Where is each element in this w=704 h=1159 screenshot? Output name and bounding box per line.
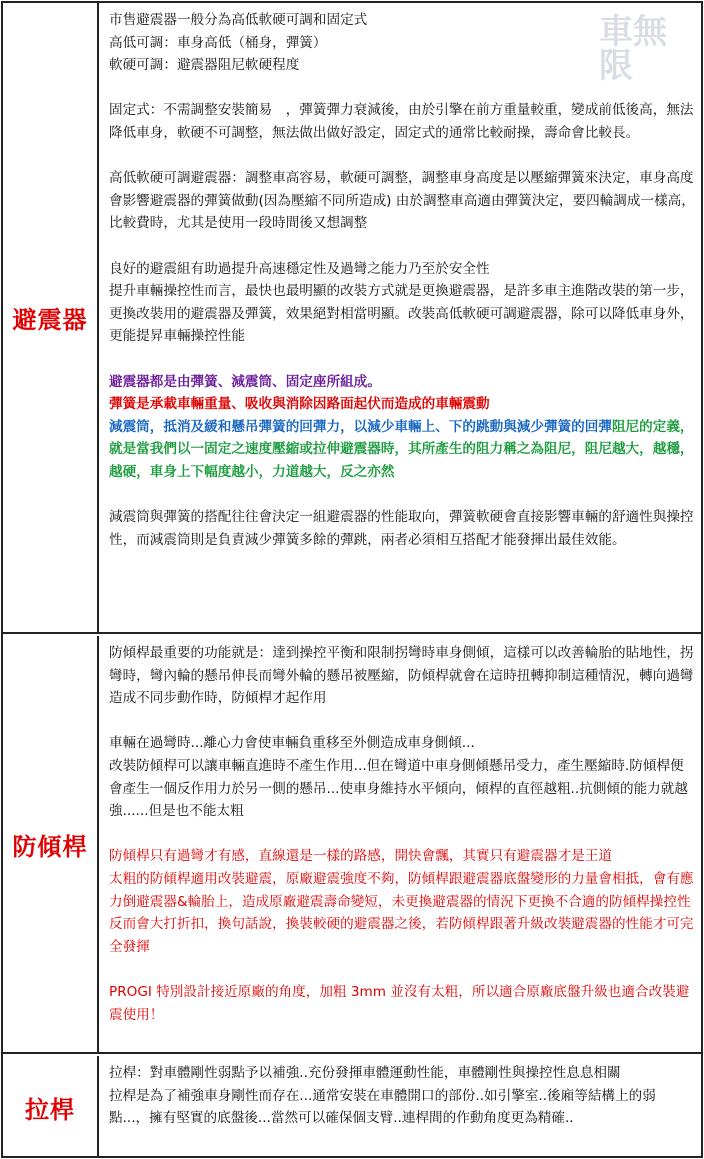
section-label: 拉桿 <box>25 1095 75 1124</box>
highlight-blue-green <box>109 416 695 484</box>
content-table <box>1 1 703 1158</box>
section-content <box>101 636 701 1052</box>
paragraph-red: PROGI 特別設計接近原廠的角度，加粗 3mm 並沒有太粗，所以適合原廠底盤升級也適合改裝避震使用！ <box>109 983 690 1023</box>
section-content <box>101 3 701 632</box>
highlight-green: 阻尼的定義，就是當我們以一固定之速度壓縮或拉伸避震器時，其所產生的阻力稱之為阻尼，阻尼越大，越穩，越硬，車身上下幅度越小，力道越大，反之亦然 <box>109 418 694 480</box>
section-label: 防傾桿 <box>12 832 88 861</box>
paragraph: 市售避震器一般分為高低軟硬可調和固定式 <box>109 12 368 28</box>
paragraph-red: 防傾桿只有過彎才有感，直線還是一樣的路感，開快會飄，其實只有避震器才是王道 <box>109 848 612 865</box>
paragraph: 改裝防傾桿可以讓車輛直進時不產生作用...但在彎道中車身側傾懸吊受力，產生壓縮時.防傾桿便會產生一個反作用力於另一側的懸吊...使車身維持水平傾向，傾桿的直徑越粗..抗側傾的能力就越強......但是也不能太粗 <box>109 757 688 820</box>
paragraph: 拉桿是為了補強車身剛性而存在...通常安裝在車體開口的部份..如引擎室..後廂等結構上的弱點...，擁有堅實的底盤後...當然可以確保個支臂..連桿間的作動角度更為精確.. <box>109 1087 656 1127</box>
paragraph-red: 太粗的防傾桿適用改裝避震，原廠避震強度不夠，防傾桿跟避震器底盤變形的力量會相抵，會有應力倒避震器&輪胎上，造成原廠避震壽命變短，未更換避震器的情況下更換不合適的防傾桿操控性反而會大打折扣，換句話說，換裝較硬的避震器之後，若防傾桿跟著升級改裝避震器的性能才可完全發揮 <box>109 870 694 955</box>
section-label: 避震器 <box>12 306 88 334</box>
section-strut-bar <box>3 1056 701 1158</box>
paragraph: 高低軟硬可調避震器：調整車高容易，軟硬可調整，調整車身高度是以壓縮彈簧來決定，車身高度會影響避震器的彈簧做動(因為壓縮不同所造成) 由於調整車高適由彈簧決定，要四輪調成一樣高，比較費時，尤其是使用一段時間後又想調整 <box>109 170 695 232</box>
paragraph: 車輛在過彎時...離心力會使車輛負重移至外側造成車身側傾... <box>109 735 475 752</box>
highlight-blue: 減震筒，抵消及緩和懸吊彈簧的回彈力，以減少車輛上、下的跳動與減少彈簧的回彈 <box>109 418 612 435</box>
highlight-red: 彈簧是承載車輛重量、吸收與消除因路面起伏而造成的車輛震動 <box>109 396 490 413</box>
paragraph: 高低可調：車身高低（桶身，彈簧） <box>109 34 327 51</box>
paragraph: 軟硬可調：避震器阻尼軟硬程度 <box>109 57 300 74</box>
paragraph: 提升車輛操控性而言，最快也最明顯的改裝方式就是更換避震器，是許多車主進階改裝的第一步，更換改裝用的避震器及彈簧，效果絕對相當明顯。改裝高低軟硬可調避震器，除可以降低車身外，更能提昇車輛操控性能 <box>109 283 694 345</box>
paragraph: 拉桿：對車體剛性弱點予以補強..充份發揮車體運動性能，車體剛性與操控性息息相關 <box>109 1065 621 1081</box>
paragraph: 固定式：不需調整安裝簡易 ，彈簧彈力衰減後，由於引擎在前方重量較重，變成前低後高，無法降低車身，軟硬不可調整，無法做出做好設定，固定式的通常比較耐操，壽命會比較長。 <box>109 102 694 141</box>
paragraph: 防傾桿最重要的功能就是：達到操控平衡和限制拐彎時車身側傾，這樣可以改善輪胎的貼地性，拐彎時，彎內輪的懸吊伸長而彎外輪的懸吊被壓縮，防傾桿就會在這時扭轉抑制這種情況，轉向過彎造成不同步動作時，防傾桿才起作用 <box>109 645 694 707</box>
section-anti-roll-bar <box>3 636 701 1054</box>
section-content <box>101 1056 701 1158</box>
section-label-cell <box>3 636 99 1052</box>
paragraph: 減震筒與彈簧的搭配往往會決定一組避震器的性能取向，彈簧軟硬會直接影響車輛的舒適性與操控性，而減震筒則是負責減少彈簧多餘的彈跳，兩者必須相互搭配才能發揮出最佳效能。 <box>109 509 694 548</box>
watermark-logo: 車無限 <box>599 12 667 86</box>
paragraph: 良好的避震組有助過提升高速穩定性及過彎之能力乃至於安全性 <box>109 260 490 277</box>
section-label-cell <box>3 1056 99 1158</box>
section-shock-absorber <box>3 3 701 634</box>
section-label-cell <box>3 3 99 632</box>
highlight-purple: 避震器都是由彈簧、減震筒、固定座所組成。 <box>109 373 381 390</box>
